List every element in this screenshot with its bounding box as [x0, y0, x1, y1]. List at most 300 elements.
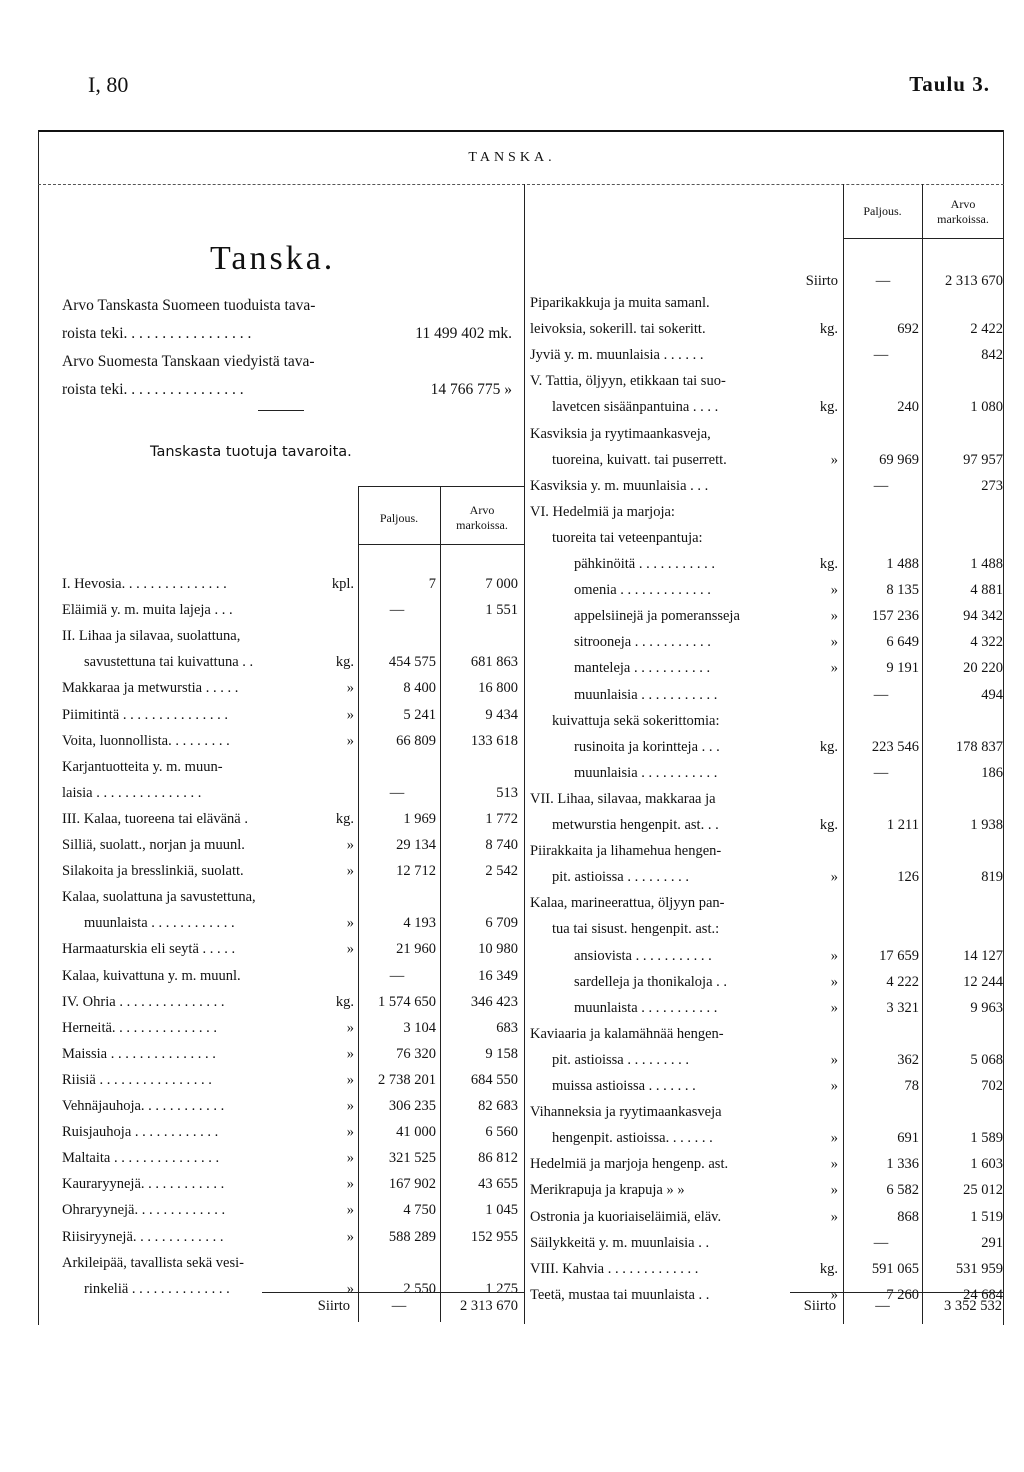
left-row-unit: » — [346, 1228, 354, 1245]
right-row-label: Kasviksia y. m. muunlaisia . . . — [530, 477, 709, 494]
right-row-label: tuoreina, kuivatt. tai puserrett. — [552, 451, 727, 468]
right-row-value: 1 589 — [970, 1130, 1003, 1147]
right-row-label: pähkinöitä . . . . . . . . . . . — [574, 556, 715, 572]
left-row-label: III. Kalaa, tuoreena tai elävänä . — [62, 810, 248, 827]
right-row-value: 842 — [981, 347, 1003, 364]
left-table-row — [62, 1250, 522, 1277]
right-table-row — [530, 1021, 1004, 1048]
left-footer-label: Siirto — [317, 1298, 350, 1314]
left-table-row — [62, 989, 522, 1016]
right-row-label: muunlaisia . . . . . . . . . . . — [574, 686, 718, 703]
table-left-border — [38, 130, 39, 1325]
right-row-label: appelsiinejä ja pomeransseja — [574, 608, 740, 625]
left-row-value: 7 000 — [485, 576, 518, 592]
left-table-row — [62, 806, 522, 833]
right-row-value: 178 837 — [955, 738, 1003, 755]
right-table-row — [530, 1047, 1004, 1074]
left-row-quantity: 4 750 — [403, 1202, 436, 1219]
right-footer-label: Siirto — [803, 1298, 836, 1314]
left-row-label: Silakoita ja bresslinkiä, suolatt. — [62, 863, 244, 880]
left-row-value: 1 045 — [485, 1202, 518, 1219]
right-row-label: Kaviaaria ja kalamähnää hengen- — [530, 1025, 724, 1042]
right-row-value: 1 938 — [970, 817, 1003, 833]
right-row-unit: » — [830, 973, 838, 990]
left-row-value: 1 275 — [485, 1280, 518, 1297]
left-table-row — [62, 1171, 522, 1198]
left-row-label: Silliä, suolatt., norjan ja muunl. — [62, 837, 245, 853]
left-row-label: rinkeliä . . . . . . . . . . . . . . — [84, 1280, 230, 1297]
right-table-row — [530, 577, 1004, 604]
left-row-quantity: — — [389, 784, 405, 801]
right-row-unit: kg. — [819, 321, 838, 338]
left-table-row — [62, 936, 522, 963]
right-table-row — [530, 734, 1004, 761]
left-row-value: 133 618 — [470, 732, 518, 749]
left-row-unit: » — [346, 863, 354, 880]
right-table-row — [530, 1151, 1004, 1178]
left-row-unit: » — [346, 837, 354, 853]
left-row-value: 16 800 — [478, 680, 518, 697]
right-table-row — [530, 394, 1004, 421]
right-row-unit: » — [830, 1078, 838, 1094]
left-table-row — [62, 728, 522, 755]
right-row-value: 9 963 — [970, 999, 1003, 1016]
right-row-unit: » — [830, 1182, 838, 1199]
right-row-quantity: 223 546 — [871, 738, 919, 755]
left-row-quantity: — — [389, 602, 405, 619]
right-table-row — [530, 682, 1004, 709]
left-row-quantity: 3 104 — [403, 1019, 436, 1036]
right-row-label: VIII. Kahvia . . . . . . . . . . . . . — [530, 1260, 699, 1277]
left-table-row — [62, 780, 522, 807]
left-row-label: IV. Ohria . . . . . . . . . . . . . . . — [62, 993, 225, 1010]
right-row-quantity: 9 191 — [886, 660, 919, 677]
left-table-row — [62, 571, 522, 598]
right-row-label: manteleja . . . . . . . . . . . — [574, 660, 711, 677]
left-row-quantity: 2 550 — [403, 1280, 436, 1297]
right-row-unit: » — [830, 1286, 838, 1303]
left-row-label: Kalaa, kuivattuna y. m. muunl. — [62, 967, 241, 984]
right-row-quantity: 69 969 — [879, 451, 919, 468]
right-row-value: 2 422 — [970, 321, 1003, 338]
heading-divider — [38, 184, 1004, 185]
left-table-row — [62, 1197, 522, 1224]
right-row-label: Kalaa, marineerattua, öljyyn pan- — [530, 895, 725, 912]
left-table-row — [62, 649, 522, 676]
right-table-row — [530, 864, 1004, 891]
left-row-quantity: 321 525 — [388, 1150, 436, 1167]
left-val-header-l1: Arvo — [469, 503, 495, 517]
right-row-label: sitrooneja . . . . . . . . . . . — [574, 634, 711, 651]
right-row-unit: kg. — [819, 1260, 838, 1277]
left-row-label: Maltaita . . . . . . . . . . . . . . . — [62, 1150, 220, 1167]
right-row-unit: » — [830, 634, 838, 651]
right-table-row — [530, 447, 1004, 474]
right-row-label: ansiovista . . . . . . . . . . . — [574, 947, 712, 964]
right-row-label: muunlaista . . . . . . . . . . . — [574, 999, 718, 1016]
right-row-unit: » — [830, 869, 838, 886]
left-row-unit: kg. — [335, 654, 354, 671]
left-row-value: 8 740 — [485, 837, 518, 853]
left-table-row — [62, 1224, 522, 1251]
right-row-value: 20 220 — [963, 660, 1003, 677]
left-table-row — [62, 963, 522, 990]
right-row-quantity: — — [873, 1234, 889, 1251]
right-footer-qty: — — [875, 1298, 890, 1314]
left-row-label: Vehnäjauhoja. . . . . . . . . . . . — [62, 1098, 225, 1114]
right-row-value: 186 — [981, 764, 1003, 781]
right-row-label: Jyviä y. m. muunlaisia . . . . . . — [530, 347, 704, 364]
right-row-value: 24 684 — [963, 1286, 1003, 1303]
left-row-label: Riisiä . . . . . . . . . . . . . . . . — [62, 1071, 212, 1088]
right-row-label: Merikrapuja ja krapuja » » — [530, 1182, 685, 1199]
left-table-row — [62, 623, 522, 650]
right-row-quantity: — — [873, 764, 889, 781]
right-row-unit: » — [830, 582, 838, 599]
right-table-row — [530, 1177, 1004, 1204]
left-row-value: 683 — [496, 1019, 518, 1036]
right-table-row — [530, 708, 1004, 735]
left-row-unit: » — [346, 1098, 354, 1114]
right-table-row — [530, 760, 1004, 787]
left-table-row — [62, 1015, 522, 1042]
right-row-value: 1 603 — [970, 1156, 1003, 1173]
left-row-value: 513 — [496, 784, 518, 801]
left-row-label: Voita, luonnollista. . . . . . . . . — [62, 732, 230, 749]
right-table-row — [530, 1204, 1004, 1231]
left-row-quantity: 1 969 — [403, 810, 436, 827]
left-row-quantity: 588 289 — [388, 1228, 436, 1245]
right-row-quantity: 4 222 — [886, 973, 919, 990]
right-row-unit: » — [830, 1051, 838, 1068]
right-table-row — [530, 525, 1004, 552]
left-row-label: savustettuna tai kuivattuna . . — [84, 654, 254, 671]
left-header-top-rule — [358, 486, 524, 487]
right-footer-value: 3 352 532 — [944, 1298, 1002, 1314]
right-row-value: 1 519 — [970, 1208, 1003, 1225]
right-row-value: 531 959 — [955, 1260, 1003, 1277]
left-row-value: 43 655 — [478, 1176, 518, 1193]
left-row-quantity: 12 712 — [396, 863, 436, 880]
right-row-label: sardelleja ja thonikaloja . . — [574, 973, 728, 990]
right-row-label: Säilykkeitä y. m. muunlaisia . . — [530, 1234, 710, 1251]
left-table-row — [62, 675, 522, 702]
country-heading: TANSKA. — [468, 150, 556, 165]
right-row-value: 4 881 — [970, 582, 1003, 599]
left-row-quantity: 5 241 — [403, 706, 436, 723]
left-row-quantity: 66 809 — [396, 732, 436, 749]
left-table-row — [62, 1119, 522, 1146]
left-header-bottom-rule — [358, 544, 524, 545]
left-row-unit: » — [346, 680, 354, 697]
right-table-row — [530, 1125, 1004, 1152]
left-row-unit: » — [346, 1045, 354, 1062]
right-table-row — [530, 916, 1004, 943]
right-row-value: 494 — [981, 686, 1003, 703]
left-row-unit: » — [346, 915, 354, 932]
right-row-unit: kg. — [819, 556, 838, 572]
right-table-row — [530, 786, 1004, 813]
right-row-label: kuivattuja sekä sokerittomia: — [552, 712, 720, 729]
left-row-quantity: 167 902 — [388, 1176, 436, 1193]
left-val-header — [440, 503, 524, 533]
right-row-value: 273 — [981, 477, 1003, 494]
left-row-label: Maissia . . . . . . . . . . . . . . . — [62, 1045, 216, 1062]
left-row-label: Riisiryynejä. . . . . . . . . . . . . — [62, 1228, 224, 1245]
right-row-label: muunlaisia . . . . . . . . . . . — [574, 764, 718, 781]
left-row-quantity: 1 574 650 — [378, 993, 436, 1010]
right-row-label: Piparikakkuja ja muita samanl. — [530, 295, 710, 311]
left-table-row — [62, 832, 522, 859]
right-row-quantity: — — [873, 347, 889, 364]
right-table-row — [530, 943, 1004, 970]
left-table-row — [62, 1093, 522, 1120]
right-row-unit: » — [830, 451, 838, 468]
intro-export-label: roista teki. . . . . . . . . . . . . . . . — [62, 381, 244, 398]
right-row-quantity: — — [873, 686, 889, 703]
right-row-unit: » — [830, 999, 838, 1016]
right-row-label: metwurstia hengenpit. ast. . . — [552, 817, 719, 833]
right-row-label: omenia . . . . . . . . . . . . . — [574, 582, 711, 599]
right-table-row — [530, 1256, 1004, 1283]
right-row-value: 1 080 — [970, 399, 1003, 416]
left-row-label: Karjantuotteita y. m. muun- — [62, 758, 223, 775]
left-row-unit: » — [346, 1019, 354, 1036]
left-row-quantity: 454 575 — [388, 654, 436, 671]
right-table-row — [530, 890, 1004, 917]
right-row-label: hengenpit. astioissa. . . . . . . — [552, 1130, 713, 1147]
right-carry-value: 2 313 670 — [945, 273, 1003, 289]
right-table-row — [530, 499, 1004, 526]
right-row-quantity: 157 236 — [871, 608, 919, 625]
left-row-label: Ohraryynejä. . . . . . . . . . . . . — [62, 1202, 226, 1219]
left-row-quantity: 4 193 — [403, 915, 436, 932]
right-row-quantity: 1 336 — [886, 1156, 919, 1173]
left-row-label: Piimitintä . . . . . . . . . . . . . . . — [62, 706, 228, 723]
right-row-label: tuoreita tai veteenpantuja: — [552, 529, 703, 546]
left-row-value: 9 158 — [485, 1045, 518, 1062]
right-row-unit: » — [830, 1208, 838, 1225]
left-table-row — [62, 702, 522, 729]
left-footer-value: 2 313 670 — [460, 1298, 518, 1314]
right-row-value: 5 068 — [970, 1051, 1003, 1068]
right-row-unit: kg. — [819, 738, 838, 755]
right-row-quantity: 1 488 — [886, 556, 919, 572]
right-table-row — [530, 368, 1004, 395]
left-row-value: 6 560 — [485, 1124, 518, 1141]
left-table-row — [62, 597, 522, 624]
left-row-unit: » — [346, 1150, 354, 1167]
left-row-label: laisia . . . . . . . . . . . . . . . — [62, 784, 202, 801]
left-row-unit: » — [346, 1280, 354, 1297]
left-row-unit: » — [346, 1202, 354, 1219]
right-table-row — [530, 421, 1004, 448]
right-table-row — [530, 838, 1004, 865]
right-val-header-l1: Arvo — [950, 197, 976, 211]
intro-line-4 — [62, 376, 512, 404]
right-table-row — [530, 812, 1004, 839]
left-row-unit: kpl. — [331, 576, 354, 592]
intro-import-value: 11 499 402 mk. — [415, 325, 512, 342]
right-row-quantity: 1 211 — [886, 817, 919, 833]
left-row-quantity: 41 000 — [396, 1124, 436, 1141]
left-qty-header: Paljous. — [379, 511, 419, 525]
left-row-value: 9 434 — [485, 706, 518, 723]
left-row-unit: kg. — [335, 993, 354, 1010]
right-row-label: Piirakkaita ja lihamehua hengen- — [530, 843, 722, 860]
right-row-value: 819 — [981, 869, 1003, 886]
left-row-value: 684 550 — [470, 1071, 518, 1088]
left-row-unit: » — [346, 706, 354, 723]
right-carry-label: Siirto — [805, 273, 838, 289]
left-row-quantity: 8 400 — [403, 680, 436, 697]
left-row-quantity: 2 738 201 — [378, 1071, 436, 1088]
right-row-quantity: 6 582 — [886, 1182, 919, 1199]
right-row-unit: » — [830, 1130, 838, 1147]
right-table-row — [530, 473, 1004, 500]
right-row-value: 12 244 — [963, 973, 1003, 990]
right-table-row — [530, 316, 1004, 343]
left-row-label: Eläimiä y. m. muita lajeja . . . — [62, 602, 233, 619]
left-row-unit: » — [346, 732, 354, 749]
left-row-quantity: 306 235 — [388, 1098, 436, 1114]
right-row-label: rusinoita ja korintteja . . . — [574, 738, 720, 755]
right-val-header — [922, 197, 1004, 227]
right-row-quantity: 868 — [897, 1208, 919, 1225]
left-row-value: 82 683 — [478, 1098, 518, 1114]
right-table-row — [530, 629, 1004, 656]
right-row-quantity: 8 135 — [886, 582, 919, 599]
right-qty-header: Paljous. — [863, 204, 902, 218]
right-row-label: Kasviksia ja ryytimaankasveja, — [530, 425, 711, 442]
left-row-value: 86 812 — [478, 1150, 518, 1167]
right-row-label: Hedelmiä ja marjoja hengenp. ast. — [530, 1156, 729, 1173]
left-row-label: muunlaista . . . . . . . . . . . . — [84, 915, 235, 932]
right-row-value: 25 012 — [963, 1182, 1003, 1199]
left-row-quantity: 29 134 — [396, 837, 436, 853]
intro-line-1: Arvo Tanskasta Suomeen tuoduista tava- — [62, 297, 316, 314]
right-row-quantity: 78 — [904, 1078, 919, 1094]
right-table-row — [530, 655, 1004, 682]
right-row-label: pit. astioissa . . . . . . . . . — [552, 869, 689, 886]
right-row-value: 94 342 — [963, 608, 1003, 625]
right-row-label: Vihanneksia ja ryytimaankasveja — [530, 1104, 722, 1121]
right-row-unit: » — [830, 608, 838, 625]
section-title: Tanskasta tuotuja tavaroita. — [150, 444, 352, 460]
right-row-value: 291 — [981, 1234, 1003, 1251]
right-table-row — [530, 1073, 1004, 1100]
left-table-row — [62, 884, 522, 911]
left-row-quantity: 21 960 — [396, 941, 436, 958]
right-row-label: Ostronia ja kuoriaiseläimiä, eläv. — [530, 1208, 722, 1225]
right-row-quantity: 126 — [897, 869, 919, 886]
right-row-quantity: 7 260 — [886, 1286, 919, 1303]
table-number: Taulu 3. — [909, 72, 990, 96]
right-row-value: 97 957 — [963, 451, 1003, 468]
right-row-quantity: 3 321 — [886, 999, 919, 1016]
right-val-header-l2: markoissa. — [937, 212, 989, 226]
right-table-row — [530, 1099, 1004, 1126]
right-row-value: 702 — [981, 1078, 1003, 1094]
right-row-quantity: 692 — [897, 321, 919, 338]
left-footer-rule — [262, 1292, 524, 1293]
right-row-unit: kg. — [819, 817, 838, 833]
right-row-unit: » — [830, 947, 838, 964]
left-row-unit: » — [346, 1176, 354, 1193]
right-row-label: leivoksia, sokerill. tai sokeritt. — [530, 321, 706, 338]
left-row-unit: » — [346, 941, 354, 958]
right-row-quantity: 17 659 — [879, 947, 919, 964]
left-row-quantity: 76 320 — [396, 1045, 436, 1062]
left-row-label: Herneitä. . . . . . . . . . . . . . . — [62, 1019, 218, 1036]
right-carry-qty: — — [875, 273, 891, 289]
right-row-label: pit. astioissa . . . . . . . . . — [552, 1051, 689, 1068]
left-row-value: 152 955 — [470, 1228, 518, 1245]
right-row-label: VI. Hedelmiä ja marjoja: — [530, 503, 675, 520]
right-row-quantity: — — [873, 477, 889, 494]
left-table-row — [62, 858, 522, 885]
right-row-value: 1 488 — [970, 556, 1003, 572]
left-row-unit: kg. — [335, 810, 354, 827]
intro-text — [62, 292, 512, 404]
right-row-value: 4 322 — [970, 634, 1003, 651]
right-row-label: VII. Lihaa, silavaa, makkaraa ja — [530, 790, 716, 807]
left-table-row — [62, 754, 522, 781]
left-row-label: Kauraryynejä. . . . . . . . . . . . — [62, 1176, 225, 1193]
left-row-quantity: 7 — [428, 576, 436, 592]
left-row-value: 6 709 — [485, 915, 518, 932]
right-table-row — [530, 995, 1004, 1022]
intro-export-value: 14 766 775 » — [430, 381, 512, 398]
left-row-unit: » — [346, 1124, 354, 1141]
right-row-quantity: 6 649 — [886, 634, 919, 651]
table-top-border — [38, 130, 1004, 132]
left-row-label: Ruisjauhoja . . . . . . . . . . . . — [62, 1124, 219, 1141]
right-row-label: muissa astioissa . . . . . . . — [552, 1078, 696, 1094]
right-row-unit: » — [830, 660, 838, 677]
intro-import-label: roista teki. . . . . . . . . . . . . . . . . — [62, 325, 252, 342]
left-val-header-l2: markoissa. — [456, 518, 508, 532]
right-row-label: tua tai sisust. hengenpit. ast.: — [552, 921, 720, 938]
left-row-value: 1 772 — [485, 810, 518, 827]
left-row-unit: » — [346, 1071, 354, 1088]
right-row-value: 14 127 — [963, 947, 1003, 964]
left-row-value: 2 542 — [485, 863, 518, 880]
left-row-label: Makkaraa ja metwurstia . . . . . — [62, 680, 239, 697]
right-row-label: Teetä, mustaa tai muunlaista . . — [530, 1286, 710, 1303]
left-table-row — [62, 910, 522, 937]
right-footer-rule — [790, 1292, 1004, 1293]
left-footer-qty: — — [391, 1298, 407, 1314]
right-row-quantity: 240 — [897, 399, 919, 416]
right-table-row — [530, 342, 1004, 369]
right-row-quantity: 362 — [897, 1051, 919, 1068]
right-row-quantity: 691 — [897, 1130, 919, 1147]
page-title: Tanska. — [210, 240, 336, 277]
left-row-value: 10 980 — [478, 941, 518, 958]
left-row-label: I. Hevosia. . . . . . . . . . . . . . . — [62, 576, 227, 592]
right-header-bottom-rule — [843, 238, 1004, 239]
left-row-label: Arkileipää, tavallista sekä vesi- — [62, 1254, 244, 1271]
intro-line-3: Arvo Suomesta Tanskaan viedyistä tava- — [62, 353, 315, 370]
page-number: I, 80 — [88, 72, 129, 97]
left-row-value: 1 551 — [485, 602, 518, 619]
right-row-unit: kg. — [819, 399, 838, 416]
right-row-label: V. Tattia, öljyyn, etikkaan tai suo- — [530, 373, 726, 390]
right-table-row — [530, 603, 1004, 630]
right-table-row — [530, 290, 1004, 317]
right-row-unit: » — [830, 1156, 838, 1173]
